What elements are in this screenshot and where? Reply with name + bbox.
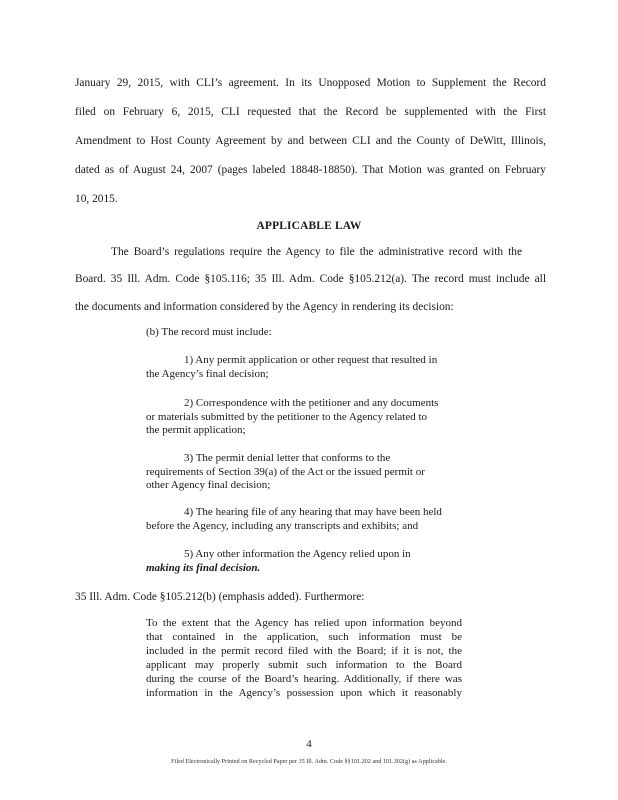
section-heading: APPLICABLE LAW — [256, 220, 362, 232]
quote-line: 5) Any other information the Agency relied upon in — [184, 548, 411, 560]
quote-intro: (b) The record must include: — [146, 326, 272, 338]
quote-line: before the Agency, including any transcripts and exhibits; and — [146, 519, 419, 532]
page-number: 4 — [306, 738, 312, 750]
quote-item-3 — [146, 452, 466, 493]
quote-item-5 — [146, 548, 466, 575]
block-quote-line: information in the Agency’s possession upon which it reasonably — [146, 686, 462, 699]
quote-item-2 — [146, 397, 466, 438]
block-quote-line: during the course of the Board’s hearing. Additionally, if there was — [146, 672, 462, 685]
quote-line: 1) Any permit application or other request that resulted in — [184, 354, 438, 366]
paragraph-line: Amendment to Host County Agreement by and between CLI and the County of DeWitt, Illinois, — [75, 135, 546, 147]
quote-line: other Agency final decision; — [146, 479, 271, 492]
quote-line: making its final decision. — [146, 561, 261, 574]
block-quote-line: To the extent that the Agency has relied upon information beyond — [146, 617, 462, 629]
paragraph-line: the documents and information considered by the Agency in rendering its decision: — [75, 301, 454, 313]
quote-item-4 — [146, 506, 466, 533]
footer-note: Filed Electronically Printed on Recycled Paper per 35 Ill. Adm. Code §§101.202 and 101.302(g) as Applicable. — [171, 758, 447, 765]
quote-line: 2) Correspondence with the petitioner and any documents — [184, 397, 439, 409]
quote-item-1 — [146, 354, 466, 381]
citation-line: 35 Ill. Adm. Code §105.212(b) (emphasis added). Furthermore: — [75, 591, 365, 603]
paragraph-line: 10, 2015. — [75, 193, 118, 205]
paragraph-line: The Board’s regulations require the Agency to file the administrative record with the — [111, 246, 522, 258]
paragraph-line: January 29, 2015, with CLI’s agreement. In its Unopposed Motion to Supplement the Record — [75, 77, 546, 89]
paragraph-line: Board. 35 Ill. Adm. Code §105.116; 35 Ill. Adm. Code §105.212(a). The record must include all — [75, 273, 546, 285]
quote-line: or materials submitted by the petitioner to the Agency related to — [146, 410, 428, 423]
block-quote-line: included in the permit record filed with the Board; if it is not, the — [146, 644, 462, 657]
paragraph-line: filed on February 6, 2015, CLI requested that the Record be supplemented with the First — [75, 106, 546, 118]
paragraph-line: dated as of August 24, 2007 (pages labeled 18848-18850). That Motion was granted on February — [75, 164, 546, 176]
quote-line: the Agency’s final decision; — [146, 367, 269, 380]
quote-line: 4) The hearing file of any hearing that may have been held — [184, 506, 442, 518]
block-quote-line: that contained in the application, such information must be — [146, 630, 462, 643]
quote-line: 3) The permit denial letter that conforms to the — [184, 452, 391, 464]
block-quote — [146, 617, 462, 700]
quote-line: the permit application; — [146, 424, 246, 437]
quote-line: requirements of Section 39(a) of the Act or the issued permit or — [146, 465, 425, 478]
block-quote-line: applicant may properly submit such information to the Board — [146, 658, 462, 671]
